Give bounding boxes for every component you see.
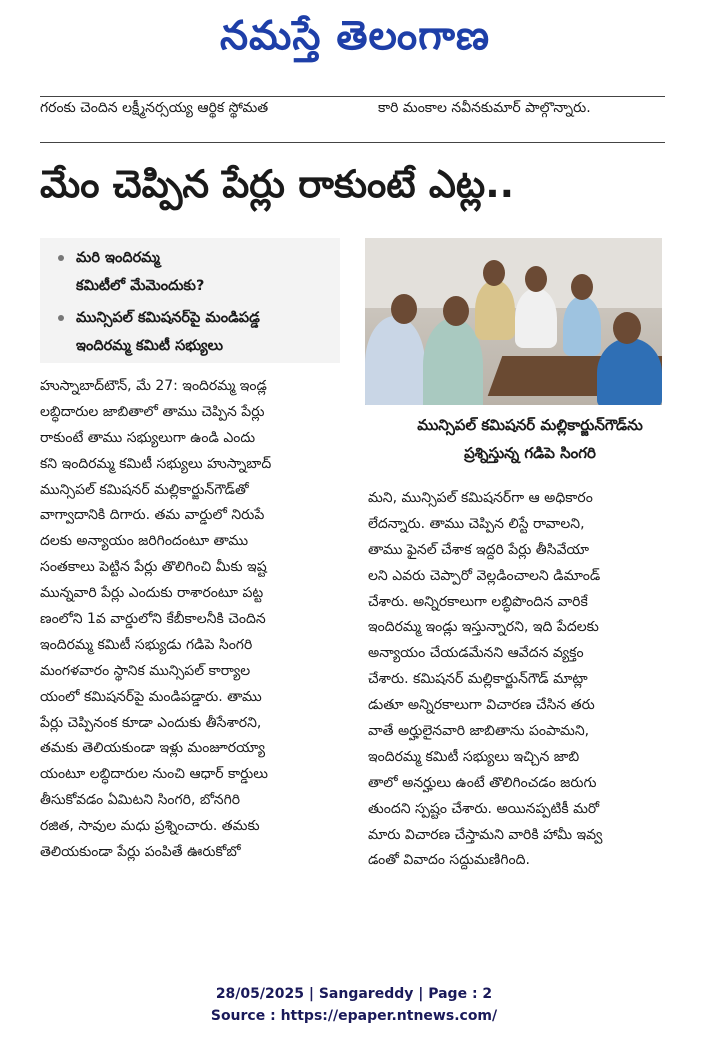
article-line: పేర్లు చెప్పినంక కూడా ఎందుకు తీసేశారని, [40, 714, 262, 731]
summary-line: మరి ఇందిరమ్మ [76, 250, 160, 266]
article-line: డంతో వివాదం సద్దుమణిగింది. [368, 852, 530, 869]
article-line: రజిత, సావుల మధు ప్రశ్నించారు. తమకు [40, 818, 260, 835]
summary-line: మున్సిపల్ కమిషనర్‌పై మండిపడ్డ [76, 310, 260, 326]
article-line: యంలో కమిషనర్‌పై మండిపడ్డారు. తాము [40, 688, 262, 705]
photo-caption [398, 411, 662, 473]
article-line: తాలో అనర్హులు ఉంటే తొలిగించడం జరుగు [368, 774, 597, 791]
article-line: లేదన్నారు. తాము చెప్పిన లిస్టే రావాలని, [368, 515, 585, 532]
article-line: ఇందిరమ్మ ఇండ్లు ఇస్తున్నారని, ఇది పేదలకు [368, 619, 599, 636]
masthead [150, 6, 560, 76]
article-line: మారు విచారణ చేస్తామని వారికి హామీ ఇవ్వ [368, 826, 603, 843]
photo-person-head [613, 312, 641, 344]
article-line: ఇందిరమ్మ కమిటీ సభ్యుడు గడిపె సింగరి [40, 636, 253, 653]
article-line: మున్నవారి పేర్లు ఎందుకు రాశారంటూ పట్ట [40, 585, 264, 602]
summary-line: కమిటీలో మేమెందుకు? [76, 278, 205, 294]
summary-box [40, 238, 340, 363]
article-line: హుస్నాబాద్‌టౌన్, మే 27: ఇందిరమ్మ ఇండ్ల [40, 378, 267, 394]
caption-line: మున్సిపల్ కమిషనర్ మల్లికార్జున్‌గౌడ్‌ను [417, 416, 643, 434]
article-line: వాగ్వాదానికి దిగారు. తమ వార్డులో నిరుపే [40, 507, 265, 524]
summary-item [48, 304, 332, 360]
article-line: లబ్ధిదారుల జాబితాలో తాము చెప్పిన పేర్లు [40, 403, 265, 420]
masthead-title: నమస్తే తెలంగాణ [219, 13, 491, 59]
article-line: ణంలోని 1వ వార్డులోని కేబీకాలనీకి చెందిన [40, 611, 266, 628]
divider-top [40, 96, 665, 97]
article-line: లని ఎవరు చెప్పారో వెల్లడించాలని డిమాండ్ [368, 567, 601, 584]
photo-person-head [525, 266, 547, 292]
article-line: మని, మున్సిపల్ కమిషనర్‌గా ఆ అధికారం [368, 490, 593, 506]
article-line: మంగళవారం స్థానిక మున్సిపల్ కార్యాల [40, 662, 251, 679]
photo-person-head [391, 294, 417, 324]
headline: మేం చెప్పిన పేర్లు రాకుంటే ఎట్ల.. [40, 162, 515, 206]
photo-person [515, 288, 557, 348]
article-line: డుతూ అన్నిరకాలుగా విచారణ చేసిన తరు [368, 697, 595, 714]
top-strip [40, 100, 665, 124]
footer-dateline: 28/05/2025 | Sangareddy | Page : 2 [215, 986, 493, 1002]
article-line: తాము ఫైనల్ చేశాక ఇద్దరి పేర్లు తీసివేయా [368, 541, 590, 558]
divider-headline [40, 142, 665, 143]
photo-person [365, 316, 425, 405]
article-line: వాతే అర్హులైనవారి జాబితాను పంపామని, [368, 723, 590, 740]
photo-person-head [443, 296, 469, 326]
photo-person [423, 318, 483, 405]
article-line: అన్యాయం చేయడమేనని ఆవేదన వ్యక్తం [368, 645, 584, 662]
footer-source: Source : https://epaper.ntnews.com/ [210, 1008, 498, 1024]
article-line: తమకు తెలియకుండా ఇళ్లు మంజూరయ్యా [40, 740, 266, 757]
article-line: చేశారు. కమిషనర్ మల్లికార్జున్‌గౌడ్ మాట్లా [368, 671, 588, 688]
article-line: తీసుకోవడం ఏమిటని సింగరి, బోనగిరి [40, 792, 241, 809]
caption-line: ప్రశ్నిస్తున్న గడిపె సింగరి [464, 444, 596, 462]
summary-item [48, 244, 332, 300]
article-line: సంతకాలు పెట్టిన పేర్లు తొలిగించి మీకు ఇష్ట [40, 559, 267, 576]
article-line: మున్సిపల్ కమిషనర్ మల్లికార్జున్‌గౌడ్‌తో [40, 481, 249, 498]
article-line: తెలియకుండా పేర్లు పంపితే ఊరుకోబో [40, 844, 241, 861]
article-line: తుందని స్పష్టం చేశారు. అయినప్పటికీ మరో [368, 800, 600, 817]
bullet-icon [58, 255, 64, 261]
article-column-left [40, 374, 338, 866]
article-line: దలకు అన్యాయం జరిగిందంటూ తాము [40, 533, 249, 550]
photo-person [597, 338, 662, 405]
article-line: ఇందిరమ్మ కమిటీ సభ్యులు ఇచ్చిన జాబి [368, 748, 580, 765]
top-strip-right: కారి మంకాల నవీనకుమార్ పాల్గొన్నారు. [378, 100, 591, 116]
photo-person [475, 280, 515, 340]
article-line: రాకుంటే తాము సభ్యులుగా ఉండి ఎందు [40, 429, 256, 446]
article-column-right [368, 486, 662, 874]
bullet-icon [58, 315, 64, 321]
news-photo [365, 238, 662, 405]
article-line: కని ఇందిరమ్మ కమిటీ సభ్యులు హుస్నాబాద్ [40, 455, 272, 472]
summary-line: ఇందిరమ్మ కమిటీ సభ్యులు [76, 338, 223, 354]
photo-person-head [571, 274, 593, 300]
photo-person [563, 296, 601, 356]
article-line: యంటూ లబ్ధిదారుల నుంచి ఆధార్ కార్డులు [40, 766, 268, 783]
photo-person-head [483, 260, 505, 286]
top-strip-left: గరంకు చెందిన లక్ష్మీనర్సయ్య ఆర్థిక స్థోమత [40, 100, 269, 116]
article-line: చేశారు. అన్నిరకాలుగా లబ్ధిపొందిన వారికే [368, 593, 588, 610]
